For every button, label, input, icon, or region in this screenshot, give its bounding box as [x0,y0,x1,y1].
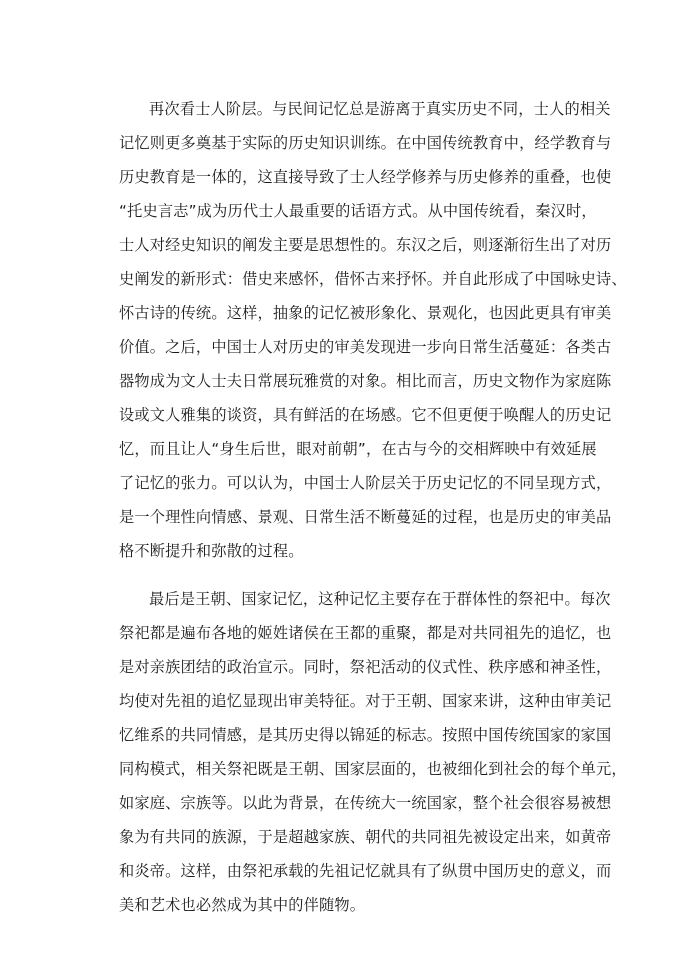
paragraph-2-line-4: 均使对先祖的追忆显现出审美特征。对于王朝、国家来讲，这种由审美记 [119,692,612,710]
paragraph-2-line-2: 祭祀都是遍布各地的姬姓诸侯在王都的重聚，都是对共同祖先的追忆，也 [119,624,612,642]
paragraph-2-line-1: 最后是王朝、国家记忆，这种记忆主要存在于群体性的祭祀中。每次 [149,590,611,608]
paragraph-1-line-7: 怀古诗的传统。这样，抽象的记忆被形象化、景观化，也因此更具有审美 [119,304,612,322]
paragraph-1-line-3: 历史教育是一体的，这直接导致了士人经学修养与历史修养的重叠，也使 [119,168,612,186]
paragraph-2-line-6: 同构模式，相关祭祀既是王朝、国家层面的，也被细化到社会的每个单元， [119,760,627,778]
paragraph-1-line-13: 是一个理性向情感、景观、日常生活不断蔓延的过程，也是历史的审美品 [119,508,612,526]
paragraph-2-line-8: 象为有共同的族源，于是超越家族、朝代的共同祖先被设定出来，如黄帝 [119,828,612,846]
paragraph-2-line-3: 是对亲族团结的政治宣示。同时，祭祀活动的仪式性、秩序感和神圣性， [119,658,612,676]
paragraph-1-line-4: “托史言志”成为历代士人最重要的话语方式。从中国传统看，秦汉时， [119,202,597,220]
paragraph-1-line-14: 格不断提升和弥散的过程。 [119,542,304,560]
paragraph-1-line-10: 设或文人雅集的谈资，具有鲜活的在场感。它不但更便于唤醒人的历史记 [119,406,612,424]
paragraph-1-line-11: 忆，而且让人“身生后世，眼对前朝”，在古与今的交相辉映中有效延展 [119,440,597,458]
paragraph-2-line-7: 如家庭、宗族等。以此为背景，在传统大一统国家，整个社会很容易被想 [119,794,612,812]
paragraph-2-line-5: 忆维系的共同情感，是其历史得以锦延的标志。按照中国传统国家的家国 [119,726,612,744]
paragraph-1-line-6: 史阐发的新形式：借史来感怀，借怀古来抒怀。并自此形成了中国咏史诗、 [119,270,627,288]
paragraph-1-line-1: 再次看士人阶层。与民间记忆总是游离于真实历史不同，士人的相关 [149,100,611,118]
paragraph-1-line-5: 士人对经史知识的阐发主要是思想性的。东汉之后，则逐渐衍生出了对历 [119,236,612,254]
paragraph-2-line-10: 美和艺术也必然成为其中的伴随物。 [119,896,366,914]
paragraph-1-line-9: 器物成为文人士夫日常展玩雅赏的对象。相比而言，历史文物作为家庭陈 [119,372,612,390]
paragraph-1-line-12: 了记忆的张力。可以认为，中国士人阶层关于历史记忆的不同呈现方式， [119,474,612,492]
paragraph-1-line-8: 价值。之后，中国士人对历史的审美发现进一步向日常生活蔓延：各类古 [119,338,612,356]
paragraph-1-line-2: 记忆则更多奠基于实际的历史知识训练。在中国传统教育中，经学教育与 [119,134,612,152]
paragraph-2-line-9: 和炎帝。这样，由祭祀承载的先祖记忆就具有了纵贯中国历史的意义，而 [119,862,612,880]
